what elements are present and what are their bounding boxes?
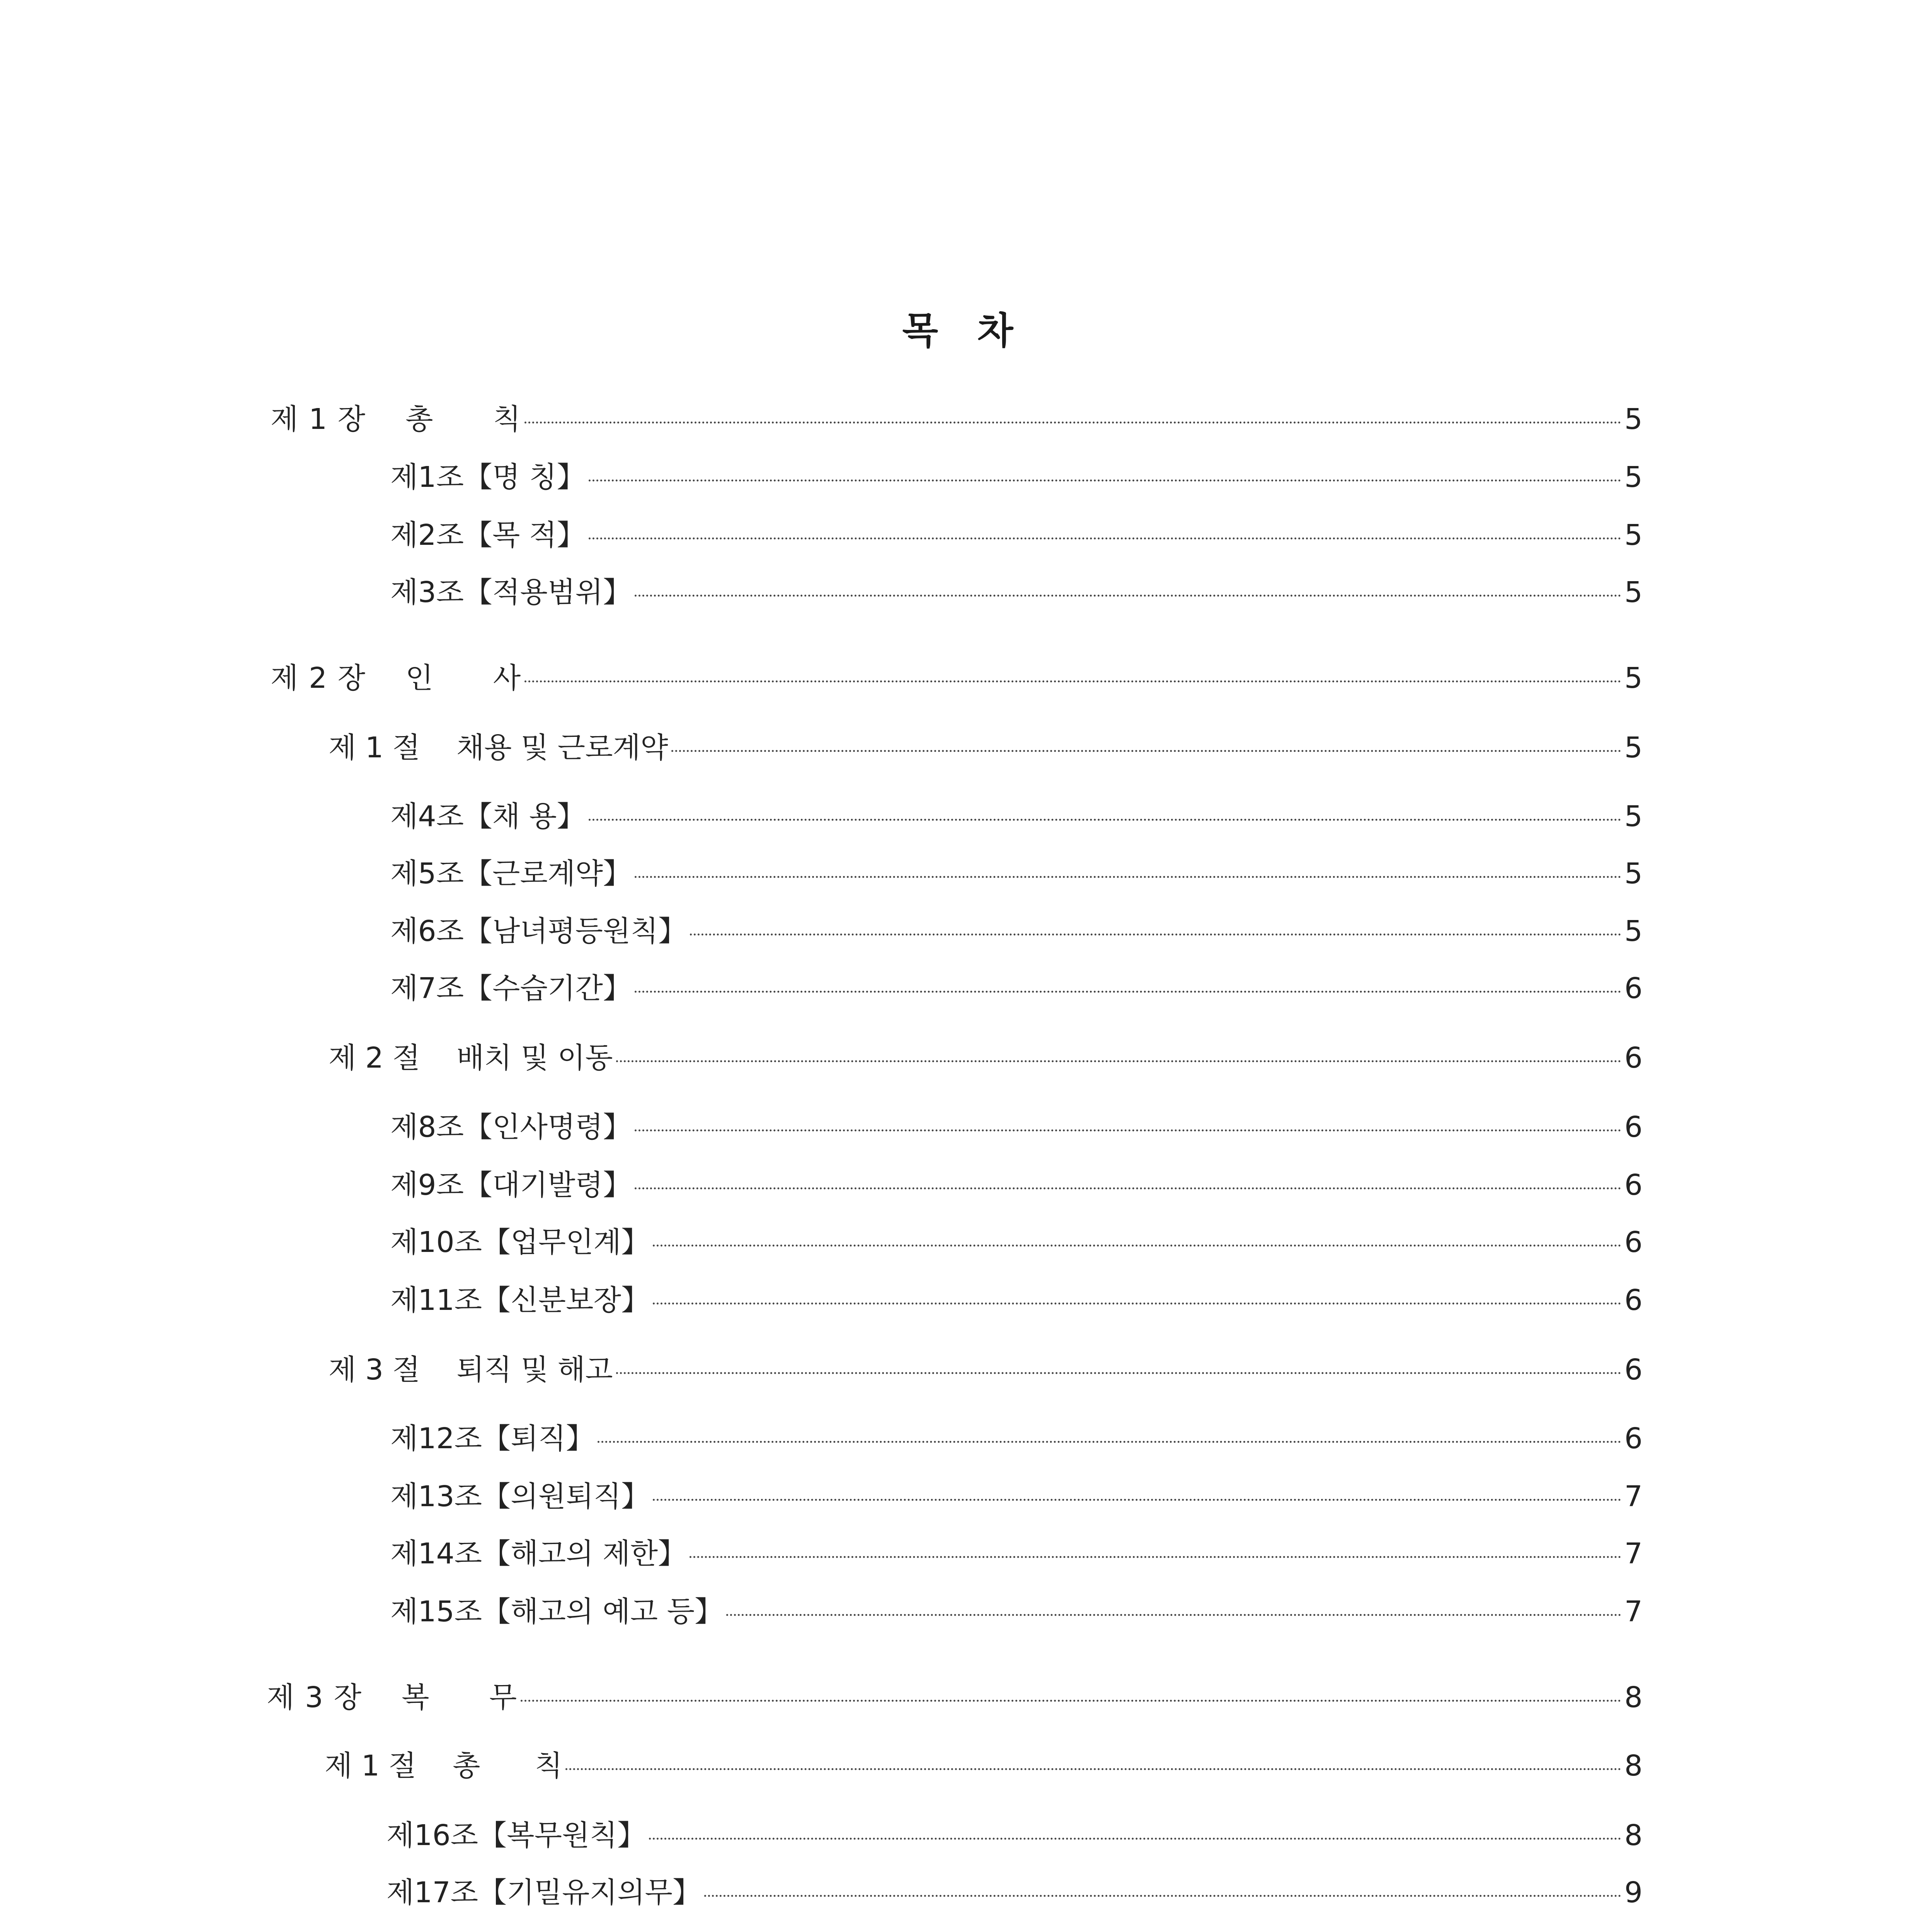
dot-leader xyxy=(589,480,1621,481)
dot-leader xyxy=(690,1556,1621,1558)
dot-leader xyxy=(653,1245,1621,1247)
toc-entry-label: 제10조【업무인계】 xyxy=(390,1226,650,1259)
toc-entry-page: 7 xyxy=(1624,1595,1643,1628)
toc-entry-page: 6 xyxy=(1624,972,1643,1005)
toc-entry-page xyxy=(1624,1929,1643,1932)
toc-entry-label: 제17조【기밀유지의무】 xyxy=(386,1876,701,1909)
toc-entry-article xyxy=(386,1814,1643,1857)
toc-entry-page: 6 xyxy=(1624,1041,1643,1075)
toc-entry-article xyxy=(390,852,1643,895)
dot-leader xyxy=(616,1372,1621,1374)
toc-entry-article xyxy=(390,1164,1643,1206)
toc-entry-article xyxy=(390,456,1643,498)
toc-entry-article xyxy=(390,514,1643,556)
toc-entry-article xyxy=(390,967,1643,1010)
dot-leader xyxy=(565,1768,1621,1770)
toc-entry-label xyxy=(386,1929,591,1932)
toc-entry-article xyxy=(390,1417,1643,1460)
dot-leader xyxy=(649,1838,1621,1840)
dot-leader xyxy=(671,750,1621,752)
toc-entry-page: 5 xyxy=(1624,461,1643,494)
toc-entry-label: 제4조【채 용】 xyxy=(390,800,586,833)
toc-entry-label: 제7조【수습기간】 xyxy=(390,972,632,1005)
toc-entry-page: 7 xyxy=(1624,1537,1643,1570)
toc-entry-label: 제14조【해고의 제한】 xyxy=(390,1537,687,1570)
toc-entry-section xyxy=(329,1037,1643,1079)
toc-entry-page: 8 xyxy=(1624,1819,1643,1852)
toc-entry-label: 제8조【인사명령】 xyxy=(390,1111,632,1144)
toc-entry-article xyxy=(390,571,1643,614)
toc-entry-page: 8 xyxy=(1624,1749,1643,1782)
toc-entry-article xyxy=(390,1475,1643,1518)
toc-entry-page: 5 xyxy=(1624,731,1643,764)
toc-entry-page: 8 xyxy=(1624,1681,1643,1714)
toc-entry-page: 6 xyxy=(1624,1111,1643,1144)
page-title: 목 차 xyxy=(902,309,1015,352)
toc-entry-label: 제 1 절 총 칙 xyxy=(325,1749,563,1782)
toc-entry-article xyxy=(390,795,1643,838)
toc-entry-label: 제13조【의원퇴직】 xyxy=(390,1480,650,1513)
toc-entry-article xyxy=(390,1590,1643,1633)
toc-entry-label: 제5조【근로계약】 xyxy=(390,857,632,890)
toc-entry-article xyxy=(390,910,1643,952)
dot-leader xyxy=(635,1129,1621,1131)
toc-entry-page: 9 xyxy=(1624,1876,1643,1909)
toc-entry-page: 5 xyxy=(1624,857,1643,890)
dot-leader xyxy=(589,819,1621,821)
toc-entry-page: 5 xyxy=(1624,915,1643,948)
dot-leader xyxy=(653,1499,1621,1501)
toc-entry-page: 5 xyxy=(1624,800,1643,833)
dot-leader xyxy=(524,422,1621,423)
toc-entry-article xyxy=(386,1929,1643,1932)
toc-entry-label: 제9조【대기발령】 xyxy=(390,1168,632,1202)
toc-entry-label: 제 2 장 인 사 xyxy=(271,662,522,695)
dot-leader xyxy=(635,991,1621,993)
dot-leader xyxy=(524,680,1621,682)
toc-entry-page: 6 xyxy=(1624,1353,1643,1386)
dot-leader xyxy=(690,934,1621,935)
dot-leader xyxy=(589,537,1621,539)
toc-entry-article xyxy=(386,1871,1643,1914)
toc-entry-label: 제 3 장 복 무 xyxy=(267,1681,518,1714)
toc-entry-article xyxy=(390,1279,1643,1321)
toc-entry-label: 제6조【남녀평등원칙】 xyxy=(390,915,687,948)
toc-entry-label: 제12조【퇴직】 xyxy=(390,1422,595,1455)
toc-entry-page: 5 xyxy=(1624,576,1643,609)
toc-entry-article xyxy=(390,1106,1643,1148)
toc-entry-page: 6 xyxy=(1624,1168,1643,1202)
toc-entry-article xyxy=(390,1532,1643,1575)
dot-leader xyxy=(635,876,1621,878)
toc-entry-label: 제 1 절 채용 및 근로계약 xyxy=(329,731,668,764)
toc-entry-label: 제 1 장 총 칙 xyxy=(271,403,522,436)
dot-leader xyxy=(635,1187,1621,1189)
toc-entry-section xyxy=(329,1349,1643,1391)
dot-leader xyxy=(653,1303,1621,1304)
toc-entry-page: 6 xyxy=(1624,1226,1643,1259)
dot-leader xyxy=(616,1060,1621,1062)
toc-entry-page: 5 xyxy=(1624,403,1643,436)
toc-entry-page: 7 xyxy=(1624,1480,1643,1513)
toc-entry-chapter xyxy=(267,1676,1643,1719)
toc-entry-section xyxy=(329,726,1643,769)
dot-leader xyxy=(704,1895,1621,1897)
dot-leader xyxy=(598,1441,1621,1443)
toc-entry-label: 제11조【신분보장】 xyxy=(390,1284,650,1317)
toc-entry-label: 제15조【해고의 예고 등】 xyxy=(390,1595,724,1628)
toc-entry-page: 5 xyxy=(1624,519,1643,552)
toc-entry-chapter xyxy=(271,398,1643,440)
toc-entry-label: 제2조【목 적】 xyxy=(390,519,586,552)
dot-leader xyxy=(635,595,1621,597)
toc-entry-article xyxy=(390,1221,1643,1264)
toc-entry-page: 5 xyxy=(1624,662,1643,695)
dot-leader xyxy=(521,1700,1621,1702)
toc-entry-label: 제 2 절 배치 및 이동 xyxy=(329,1041,613,1075)
toc-entry-label: 제3조【적용범위】 xyxy=(390,576,632,609)
dot-leader xyxy=(726,1614,1621,1616)
toc-entry-label: 제16조【복무원칙】 xyxy=(386,1819,646,1852)
toc-entry-page: 6 xyxy=(1624,1422,1643,1455)
toc-entry-page: 6 xyxy=(1624,1284,1643,1317)
toc-entry-section xyxy=(325,1745,1643,1787)
toc-entry-label: 제1조【명 칭】 xyxy=(390,461,586,494)
toc-entry-label: 제 3 절 퇴직 및 해고 xyxy=(329,1353,613,1386)
toc-entry-chapter xyxy=(271,657,1643,699)
